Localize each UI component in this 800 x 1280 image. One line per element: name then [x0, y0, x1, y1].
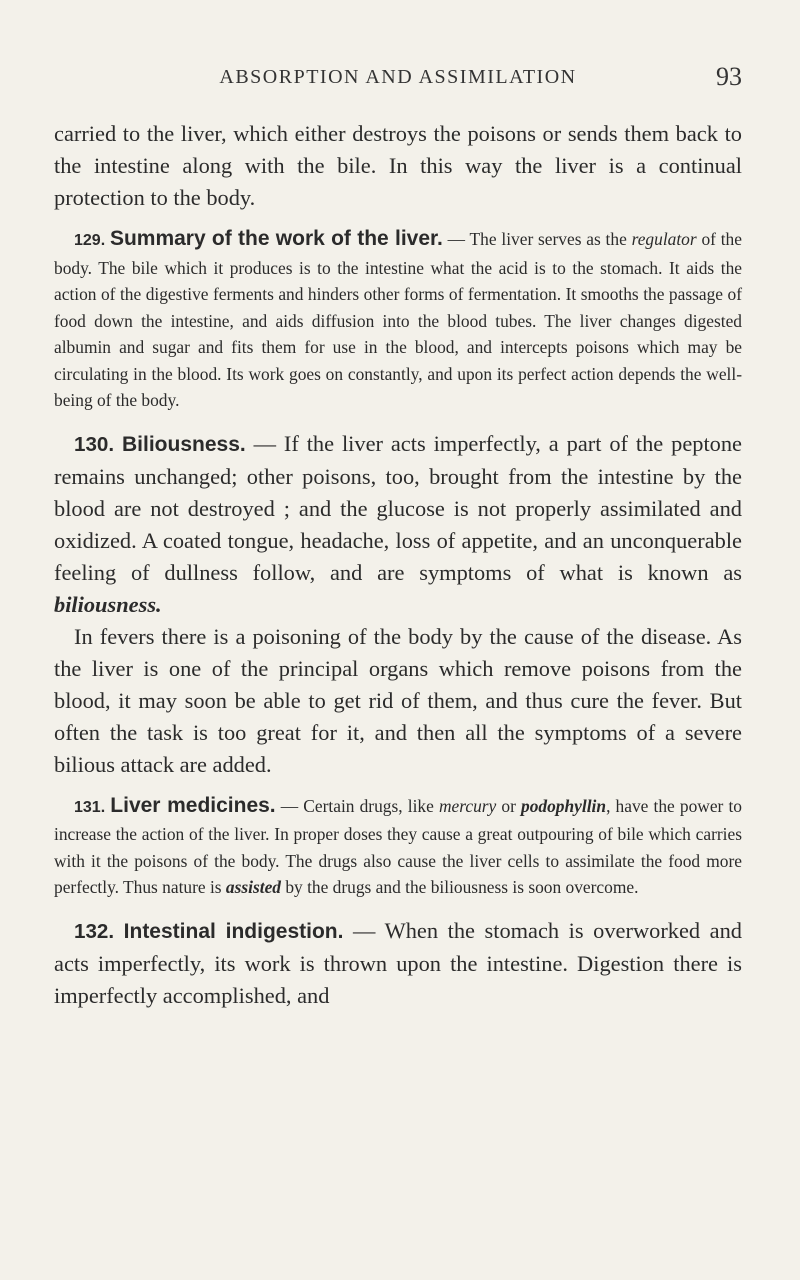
page-body [54, 118, 742, 1012]
section-heading: Summary of the work of the liver. [109, 227, 443, 250]
emphasis-text: regulator [631, 229, 697, 249]
emphasis-text: podophyllin [521, 795, 607, 816]
section-text: The liver serves as the [469, 229, 632, 249]
paragraph-continuation [54, 118, 742, 214]
section-text: or [496, 795, 522, 816]
section-129 [54, 226, 742, 414]
emphasis-text: biliousness. [54, 591, 162, 617]
section-number: 130. [74, 432, 115, 456]
emphasis-text: assisted [225, 877, 281, 897]
section-text: by the drugs and the biliousness is soon overcome. [281, 877, 639, 897]
section-text: Certain drugs, like [303, 795, 439, 816]
section-text: When the stomach is overworked and acts imperfectly, its work is thrown upon the intestine. Digestion there is imperfectly accomplished, and [54, 917, 742, 1008]
section-text: of the body. The bile which it produces is to the intestine what the acid is to the stomach. It aids the action of the digestive ferments and hinders other forms of fermentation. It smooths the passage of food down the intestine, and aids diffusion into the blood tubes. The liver changes digested albumin and sugar and fits them for use in the blood, and intercepts poisons which may be circulating in the blood. Its work goes on constantly, and upon its perfect action depends the well-being of the body. [54, 229, 742, 410]
emphasis-text: mercury [438, 795, 497, 816]
section-heading: Intestinal indigestion. [123, 919, 344, 943]
paragraph-text: In fevers there is a poisoning of the body by the cause of the disease. As the liver is one of the principal organs which remove poisons from the blood, it may soon be able to get rid of them, and thus cure the fever. But often the task is too great for it, and then all the symptoms of a severe bilious attack are added. [54, 623, 742, 777]
running-title: ABSORPTION AND ASSIMILATION [219, 66, 577, 88]
paragraph-text: carried to the liver, which either destroys the poisons or sends them back to the intestine along with the bile. In this way the liver is a continual protection to the body. [54, 121, 742, 210]
section-heading: Liver medicines. [110, 793, 276, 817]
em-dash: — [343, 917, 385, 943]
section-130 [54, 428, 742, 621]
em-dash: — [442, 229, 470, 249]
section-heading: Biliousness. [122, 432, 246, 456]
section-number: 129. [74, 232, 106, 249]
section-131 [54, 793, 742, 901]
section-132 [54, 915, 742, 1012]
section-text: If the liver acts imperfectly, a part of the peptone remains unchanged; other poisons, too, brought from the intestine by the blood are not destroyed ; and the glucose is not properly assimilated and oxidized. A coated tongue, headache, loss of appetite, and an unconquerable feeling of dullness follow, and are symptoms of what is known as [54, 430, 742, 585]
section-text: , have the power to increase the action of the liver. In proper doses they cause a great outpouring of bile which carries with it the poisons of the body. The drugs also cause the liver cells to assimilate the food more perfectly. Thus nature is [54, 795, 742, 897]
em-dash: — [245, 430, 284, 456]
section-number: 132. [74, 919, 115, 943]
page-number: 93 [716, 62, 742, 91]
paragraph-fevers [54, 621, 742, 781]
section-number: 131. [74, 798, 106, 816]
running-head [54, 62, 742, 96]
em-dash: — [275, 795, 304, 816]
